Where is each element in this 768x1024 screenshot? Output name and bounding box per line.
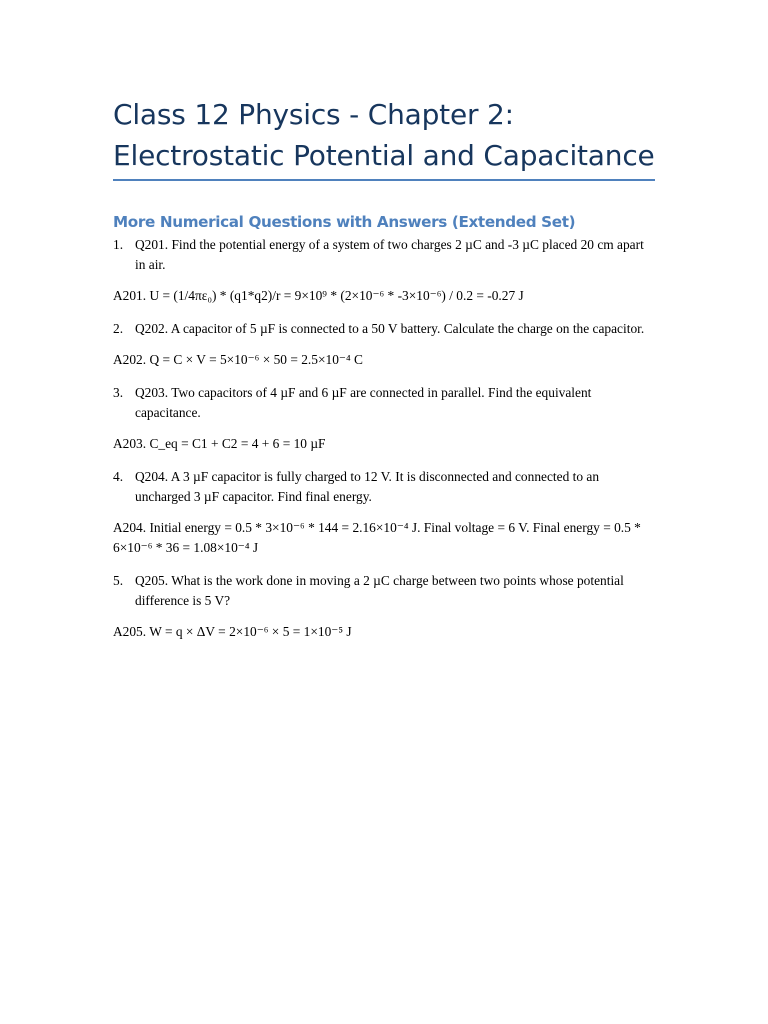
answer-text: A204. Initial energy = 0.5 * 3×10⁻⁶ * 144 = 2.16×10⁻⁴ J. Final voltage = 6 V. Final energy = 0.5 * 6×10⁻⁶ * 36 = 1.08×10⁻⁴ J [113, 520, 641, 555]
question-number: 4. [113, 469, 124, 484]
document-page [113, 0, 655, 655]
question-item [113, 467, 655, 507]
document-title-line-2: Electrostatic Potential and Capacitance [113, 139, 655, 172]
question-text: Q202. A capacitor of 5 µF is connected to a 50 V battery. Calculate the charge on the capacitor. [135, 321, 645, 336]
document-title-line-1: Class 12 Physics - Chapter 2: [113, 98, 514, 131]
question-item [113, 319, 655, 339]
question-number: 5. [113, 573, 124, 588]
answer-text: A203. C_eq = C1 + C2 = 4 + 6 = 10 µF [113, 436, 326, 451]
qa-list [113, 235, 655, 642]
question-item [113, 383, 655, 423]
question-text: Q205. What is the work done in moving a 2 µC charge between two points whose potential difference is 5 V? [135, 573, 624, 608]
question-text: Q201. Find the potential energy of a system of two charges 2 µC and -3 µC placed 20 cm apart in air. [135, 237, 644, 272]
question-item [113, 235, 655, 275]
question-number: 2. [113, 321, 124, 336]
answer-text: A205. W = q × ΔV = 2×10⁻⁶ × 5 = 1×10⁻⁵ J [113, 624, 352, 639]
question-number: 1. [113, 237, 124, 252]
question-number: 3. [113, 385, 124, 400]
question-item [113, 571, 655, 611]
answer-text: A202. Q = C × V = 5×10⁻⁶ × 50 = 2.5×10⁻⁴ C [113, 352, 363, 367]
question-text: Q204. A 3 µF capacitor is fully charged to 12 V. It is disconnected and connected to an uncharged 3 µF capacitor. Find final energy. [135, 469, 600, 504]
section-heading: More Numerical Questions with Answers (Extended Set) [113, 213, 576, 231]
document-title [113, 0, 655, 176]
question-text: Q203. Two capacitors of 4 µF and 6 µF are connected in parallel. Find the equivalent capacitance. [135, 385, 592, 420]
answer-text: A201. U = (1/4πε₀) * (q1*q2)/r = 9×10⁹ * (2×10⁻⁶ * -3×10⁻⁶) / 0.2 = -0.27 J [113, 288, 524, 303]
